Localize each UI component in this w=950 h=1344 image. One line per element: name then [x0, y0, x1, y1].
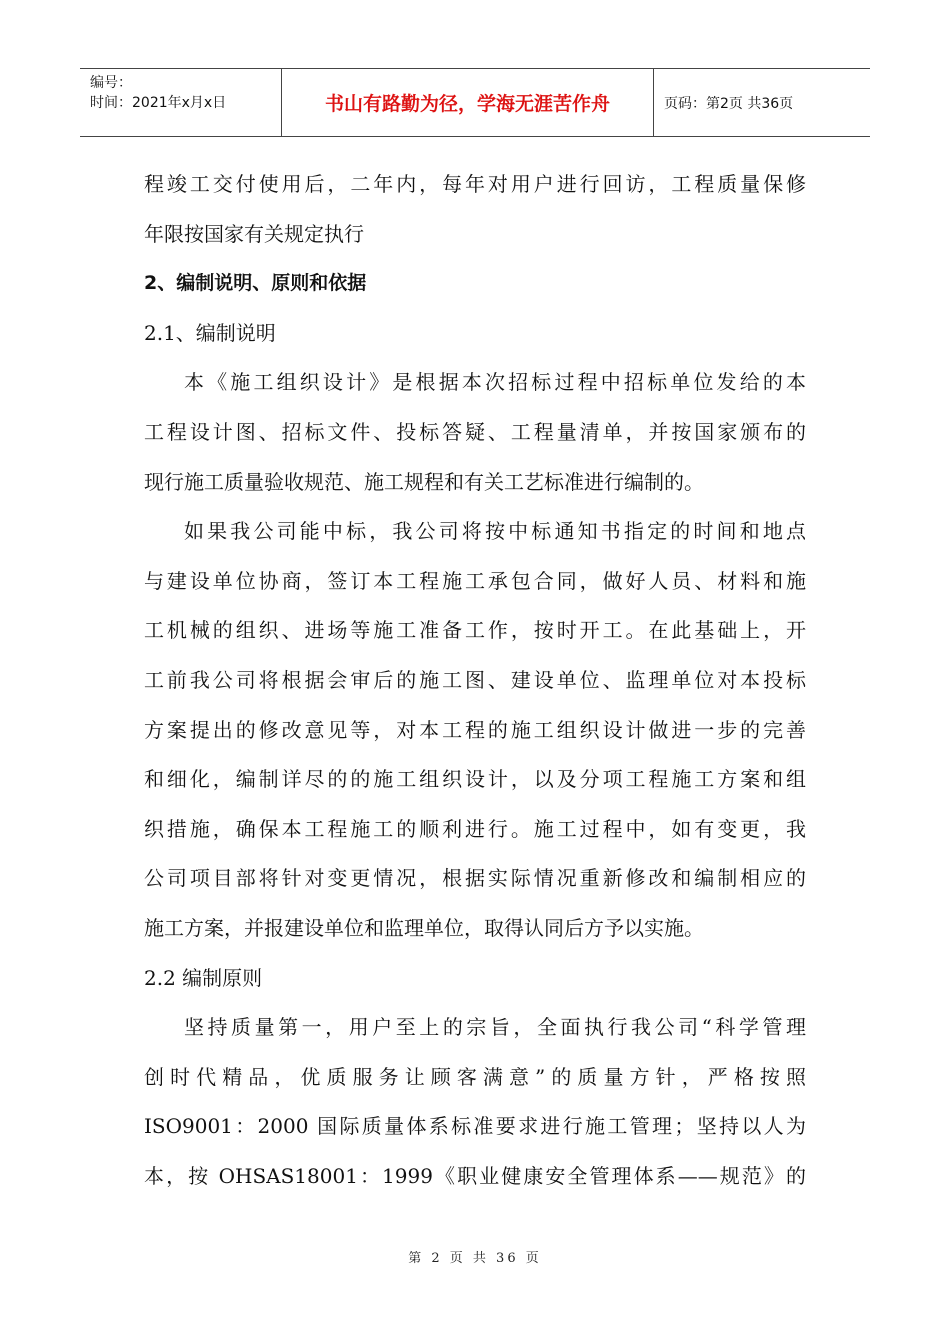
text-line: 坚持质量第一，用户至上的宗旨，全面执行我公司“科学管理: [184, 1015, 806, 1040]
text-line: 年限按国家有关规定执行: [144, 221, 364, 246]
text-line: 方案提出的修改意见等，对本工程的施工组织设计做进一步的完善: [144, 717, 806, 742]
document-number-label: 编号：: [90, 75, 132, 91]
subsection-heading: 2.1、编制说明: [144, 320, 276, 345]
text-line: ISO9001：2000 国际质量体系标准要求进行施工管理；坚持以人为: [144, 1114, 806, 1139]
text-line: 创时代精品，优质服务让顾客满意”的质量方针，严格按照: [144, 1064, 806, 1089]
document-body: [144, 160, 806, 1201]
page-footer: 第 2 页 共 36 页: [408, 1251, 542, 1266]
text-line: 程竣工交付使用后，二年内，每年对用户进行回访，工程质量保修: [144, 172, 806, 196]
text-line: 工前我公司将根据会审后的施工图、建设单位、监理单位对本投标: [144, 667, 806, 692]
page-header: [80, 68, 870, 137]
text-line: 本，按 OHSAS18001：1999《职业健康安全管理体系——规范》的: [144, 1163, 806, 1188]
section-heading: 2、编制说明、原则和依据: [144, 272, 367, 295]
text-line: 本《施工组织设计》是根据本次招标过程中招标单位发给的本: [184, 370, 806, 395]
text-line: 如果我公司能中标，我公司将按中标通知书指定的时间和地点: [184, 519, 806, 544]
header-meta-cell: [80, 69, 282, 136]
header-page-number: 页码：第2页 共36页: [664, 95, 794, 112]
text-line: 与建设单位协商，签订本工程施工承包合同，做好人员、材料和施: [144, 568, 806, 593]
text-line: 现行施工质量验收规范、施工规程和有关工艺标准进行编制的。: [144, 469, 704, 494]
subsection-heading: 2.2 编制原则: [144, 965, 263, 990]
text-line: 公司项目部将针对变更情况，根据实际情况重新修改和编制相应的: [144, 866, 806, 891]
document-time-label: 时间：2021年x月x日: [90, 95, 227, 111]
text-line: 施工方案，并报建设单位和监理单位，取得认同后方予以实施。: [144, 915, 704, 940]
text-line: 工程设计图、招标文件、投标答疑、工程量清单，并按国家颁布的: [144, 419, 806, 444]
header-motto: 书山有路勤为径，学海无涯苦作舟: [282, 69, 654, 136]
text-line: 织措施，确保本工程施工的顺利进行。施工过程中，如有变更，我: [144, 816, 806, 841]
text-line: 工机械的组织、进场等施工准备工作，按时开工。在此基础上，开: [144, 618, 806, 643]
text-line: 和细化，编制详尽的的施工组织设计，以及分项工程施工方案和组: [144, 767, 806, 792]
